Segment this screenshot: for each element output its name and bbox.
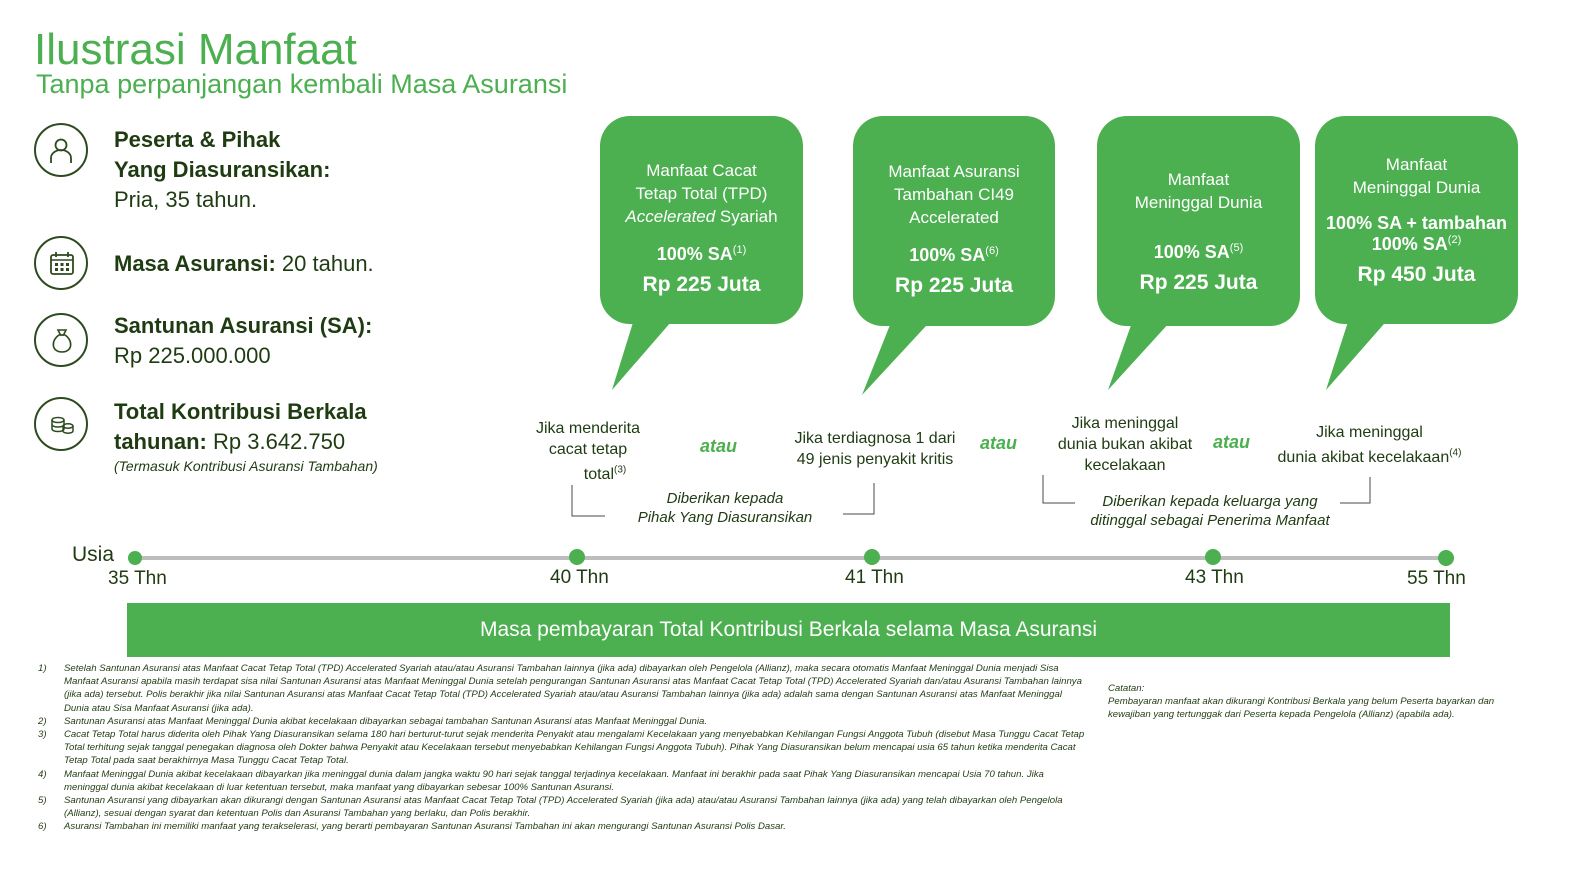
timeline-dot-40 <box>569 549 585 565</box>
event-kecelakaan-l2: dunia akibat kecelakaan <box>1277 449 1450 467</box>
page-title: Ilustrasi Manfaat <box>34 25 357 74</box>
bubble-mk-sup: (2) <box>1447 234 1462 246</box>
event-cacat-l1: Jika menderita <box>535 420 641 437</box>
event-kecelakaan-sup: (4) <box>1449 448 1462 459</box>
event-cacat-l2: cacat tetap <box>548 441 628 458</box>
footnote-6: 6) Asuransi Tambahan ini memiliki manfaat yang terakselerasi, yang berarti pembayaran Santunan Asuransi Tambahan ini akan mengurangi Santunan Asuransi Polis Dasar. <box>38 821 786 833</box>
timeline-dot-35 <box>128 551 142 565</box>
event-kritis-l2: 49 jenis penyakit kritis <box>796 451 954 468</box>
bubble-meninggal-line2: Meninggal Dunia <box>1134 193 1263 212</box>
peserta-label-1: Peserta & Pihak <box>114 127 281 152</box>
given-keluarga-l1: Diberikan kepada keluarga yang <box>1102 493 1318 510</box>
footnotes <box>38 662 1088 834</box>
event-meninggal-l1: Jika meninggal <box>1071 415 1179 432</box>
timeline-dot-55 <box>1438 550 1454 566</box>
santunan-label: Santunan Asuransi (SA): <box>114 313 373 338</box>
catatan-note <box>1108 682 1498 722</box>
event-kritis-l1: Jika terdiagnosa 1 dari <box>794 430 956 447</box>
timeline-tick-41: 41 Thn <box>845 567 904 588</box>
timeline-tick-43: 43 Thn <box>1185 567 1244 588</box>
bubble-ci49-pct: 100% SA <box>909 245 986 265</box>
given-keluarga <box>1075 492 1345 530</box>
bubble-tpd-line3-rest: Syariah <box>715 207 778 226</box>
bubble-mk-amount: Rp 450 Juta <box>1357 263 1476 286</box>
event-meninggal-l3: kecelakaan <box>1084 457 1166 474</box>
bubble-tpd-pct: 100% SA <box>656 244 733 264</box>
bubble-meninggal-pct: 100% SA <box>1153 242 1230 262</box>
catatan-text: Pembayaran manfaat akan dikurangi Kontribusi Berkala yang belum Peserta bayarkan dan kewajiban yang tertunggak dari Peserta kepada Pengelola (Allianz) (apabila ada). <box>1108 696 1495 721</box>
kontribusi-label-1: Total Kontribusi Berkala <box>114 399 367 424</box>
bubble-mk-pct1: 100% SA + tambahan <box>1326 213 1507 233</box>
kontribusi-label-2: tahunan: <box>114 429 207 454</box>
kontribusi-value: Rp 3.642.750 <box>206 429 346 454</box>
bubble-ci49-line3: Accelerated <box>909 208 999 227</box>
event-cacat-sup: (3) <box>614 465 627 476</box>
timeline-tick-35: 35 Thn <box>108 568 167 589</box>
given-pihak-l2: Pihak Yang Diasuransikan <box>637 509 813 526</box>
timeline-dot-41 <box>864 549 880 565</box>
given-pihak <box>610 489 840 527</box>
atau-2: atau <box>980 433 1018 453</box>
footnote-4: 4) Manfaat Meninggal Dunia akibat kecelakaan dibayarkan jika meninggal dunia dalam jangka waktu 90 hari sejak tanggal terjadinya kecelakaan. Manfaat ini berakhir pada saat Pihak Yang Diasuransikan mencapai Usia 70 tahun. Jika meninggal dunia akibat kecelakaan di luar ketentuan tersebut, maka manfaat yang dibayarkan sebesar 100% Santunan Asuransi. <box>38 768 1044 793</box>
given-keluarga-l2: ditinggal sebagai Penerima Manfaat <box>1090 512 1330 529</box>
peserta-label-2: Yang Diasuransikan: <box>114 157 331 182</box>
bubble-tpd-sup: (1) <box>732 244 747 256</box>
page-subtitle: Tanpa perpanjangan kembali Masa Asuransi <box>36 69 568 99</box>
bubble-mk-line2: Meninggal Dunia <box>1352 178 1481 197</box>
timeline-tick-55: 55 Thn <box>1407 568 1466 589</box>
bubble-meninggal-amount: Rp 225 Juta <box>1139 271 1258 294</box>
kontribusi-note: (Termasuk Kontribusi Asuransi Tambahan) <box>114 458 378 474</box>
timeline <box>0 540 1575 580</box>
footnote-1: 1) Setelah Santunan Asuransi atas Manfaat Cacat Tetap Total (TPD) Accelerated Syariah atau/atau Asuransi Tambahan lainnya (jika ada) dibayarkan oleh Pengelola (Allianz), maka secara otomatis Manfaat Meninggal Dunia menjadi Sisa Manfaat Asuransi apabila masih terdapat sisa nilai Santunan Asuransi atas Manfaat Meninggal Dunia setelah pengurangan Santunan Asuransi atas Manfaat Cacat Tetap Total (TPD) Accelerated Syariah dan/atau Asuransi Tambahan lainnya (jika ada) tersebut. Polis berakhir jika nilai Santunan Asuransi atas Manfaat Cacat Tetap Total (TPD) Accelerated Syariah atau/atau Asuransi Tambahan lainnya (jika ada) adalah sama dengan Santunan Asuransi atas Manfaat Meninggal Dunia atau Sisa Manfaat Asuransi (jika ada). <box>38 663 1082 714</box>
peserta-value: Pria, 35 tahun. <box>114 187 258 212</box>
payment-banner: Masa pembayaran Total Kontribusi Berkala selama Masa Asuransi <box>127 603 1450 657</box>
atau-3: atau <box>1213 432 1251 452</box>
masa-label: Masa Asuransi: <box>114 251 276 276</box>
footnote-3: 3) Cacat Tetap Total harus diderita oleh Pihak Yang Diasuransikan selama 180 hari berturut-turut sejak menderita Penyakit atau mengalami Kecelakaan yang menyebabkan Kehilangan Fungsi Anggota Tubuh (disebut Masa Tunggu Cacat Tetap Total terhitung sejak tanggal penegakan diagnosa oleh Dokter bahwa Penyakit atau Kecelakaan tersebut menyebabkan Kehilangan Fungsi Anggota Tubuh). Pihak Yang Diasuransikan belum mencapai usia 65 tahun ketika menderita Cacat Tetap Total pada saat berakhirnya Masa Tunggu Cacat Tetap Total. <box>38 729 1085 767</box>
given-pihak-l1: Diberikan kepada <box>666 490 784 507</box>
bubble-tpd-line1: Manfaat Cacat <box>646 161 757 180</box>
bubble-tpd-amount: Rp 225 Juta <box>642 273 761 296</box>
bubble-ci49-sup: (6) <box>985 245 999 257</box>
event-cacat-l3: total <box>583 466 614 484</box>
bubble-tpd-line3-em: Accelerated <box>625 207 716 226</box>
bubble-ci49-amount: Rp 225 Juta <box>895 274 1013 297</box>
catatan-title: Catatan: <box>1108 683 1145 694</box>
bubble-meninggal-sup: (5) <box>1229 242 1244 254</box>
timeline-tick-40: 40 Thn <box>550 567 609 588</box>
timeline-label: Usia <box>72 543 115 566</box>
bubble-tpd-line2: Tetap Total (TPD) <box>635 184 768 203</box>
bubble-mk-line1: Manfaat <box>1385 155 1448 174</box>
event-kecelakaan-l1: Jika meninggal <box>1316 424 1423 441</box>
bubble-meninggal-line1: Manfaat <box>1167 170 1230 189</box>
masa-value: 20 tahun. <box>275 251 374 276</box>
bubble-ci49-line2: Tambahan CI49 <box>893 185 1015 204</box>
timeline-dot-43 <box>1205 549 1221 565</box>
atau-1: atau <box>700 436 738 456</box>
footnote-5: 5) Santunan Asuransi yang dibayarkan akan dikurangi dengan Santunan Asuransi atas Manfaat Cacat Tetap Total (TPD) Accelerated Syariah (jika ada) atau/atau Asuransi Tambahan lainnya (jika ada) yang telah dibayarkan oleh Pengelola (Allianz), sesuai dengan syarat dan ketentuan Polis dan Asuransi Tambahan yang berlaku, dan Polis berakhir. <box>38 795 1063 820</box>
bubble-mk-pct2: 100% SA <box>1371 234 1448 254</box>
bubble-ci49-line1: Manfaat Asuransi <box>888 162 1020 181</box>
santunan-value: Rp 225.000.000 <box>114 343 271 368</box>
event-meninggal-l2: dunia bukan akibat <box>1057 436 1193 453</box>
footnote-2: 2) Santunan Asuransi atas Manfaat Meninggal Dunia akibat kecelakaan dibayarkan sebagai tambahan Santunan Asuransi atas Manfaat Meninggal Dunia. <box>38 715 708 727</box>
